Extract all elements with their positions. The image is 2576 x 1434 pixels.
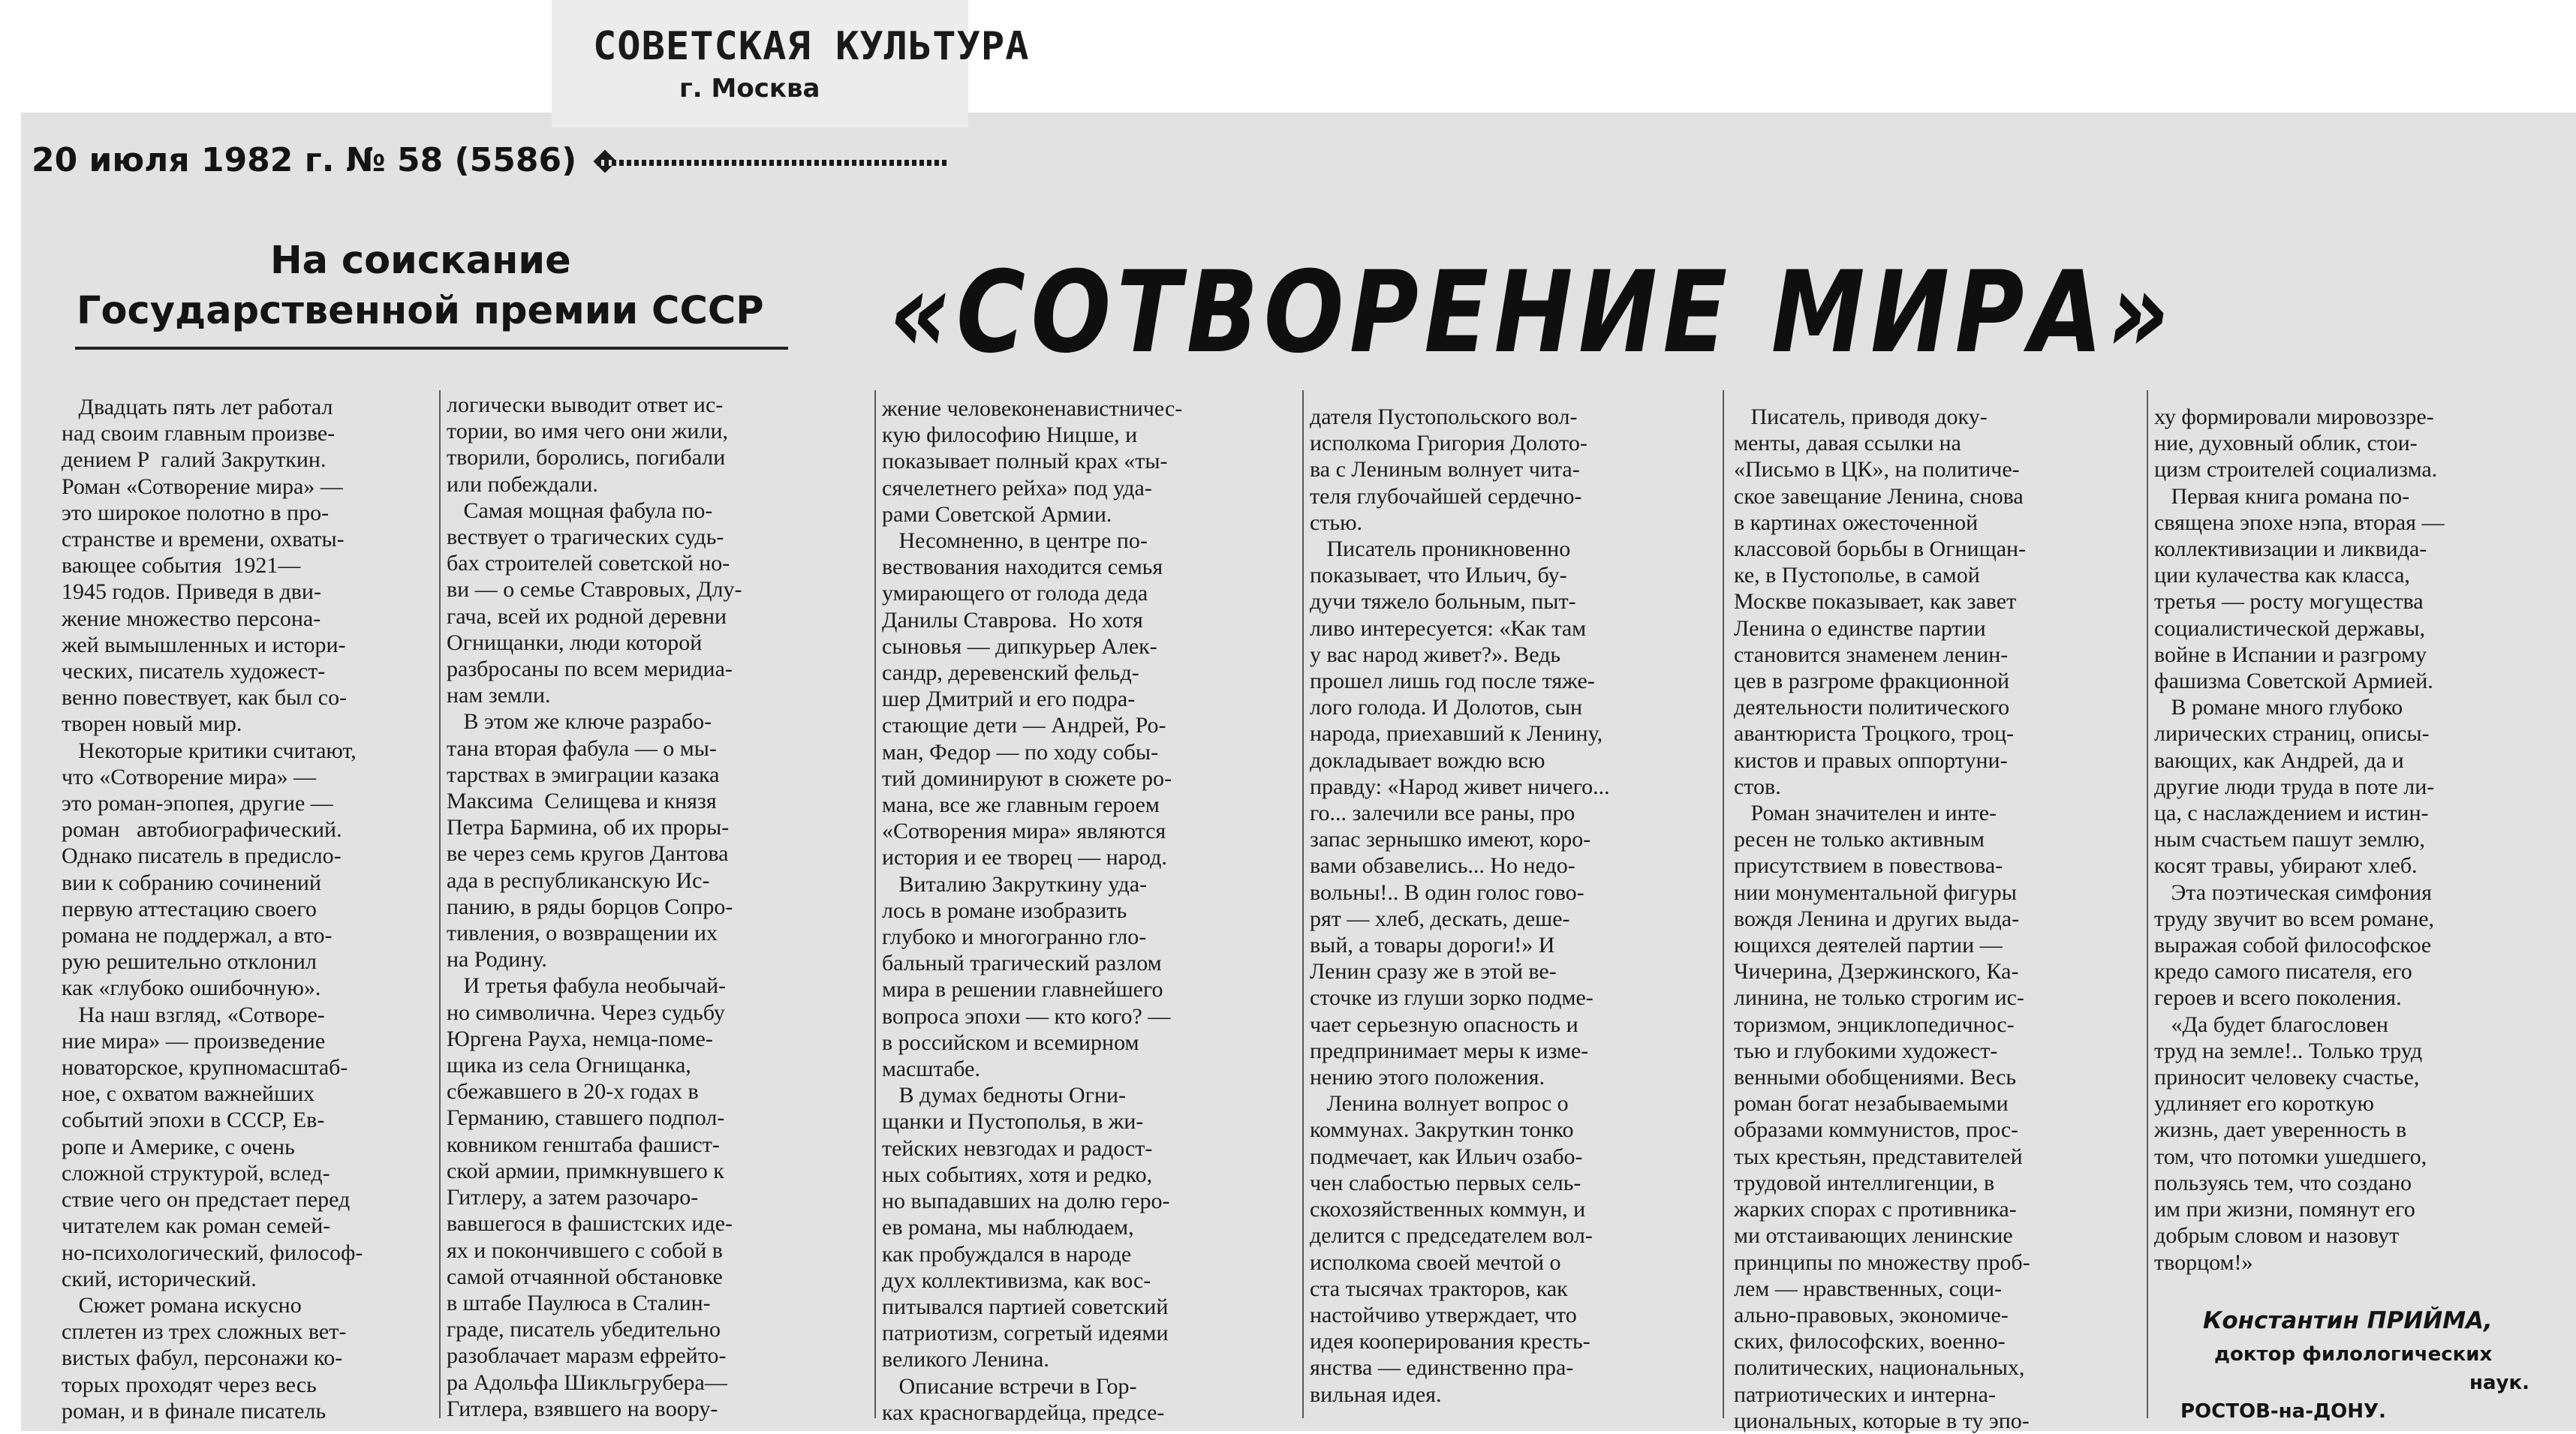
column-line: Первая книга романа по- [2154, 483, 2410, 509]
column-line: фашизма Советской Армией. [2154, 669, 2433, 694]
column-line: вольны!.. В один голос гово- [1310, 879, 1584, 905]
column-line: ских, философских, военно- [1734, 1329, 2006, 1354]
article-column-1 [62, 394, 363, 1424]
column-line: ми отстаивающих ленинские [1734, 1223, 2013, 1249]
column-line: умирающего от голода деда [882, 581, 1148, 606]
column-line: цизм строителей социализма. [2154, 457, 2438, 483]
column-line: Ленина о единстве партии [1734, 615, 1986, 641]
column-line: тий доминируют в сюжете ро- [882, 765, 1172, 791]
column-line: сложной структурой, вслед- [62, 1160, 330, 1186]
column-line: патриотических и интерна- [1734, 1381, 1996, 1407]
column-line: масштабе. [882, 1057, 980, 1082]
author-title-line-1: доктор филологических [2214, 1343, 2493, 1366]
column-line: вествует о трагических судь- [447, 525, 724, 550]
column-line: вающее события 1921— [62, 553, 301, 579]
newspaper-city: г. Москва [679, 74, 820, 104]
column-line: венными обобщениями. Весь [1734, 1065, 2017, 1090]
column-line: вавшегося в фашистских иде- [447, 1211, 733, 1237]
column-line: ное, с охватом важнейших [62, 1081, 315, 1107]
column-line: подмечает, как Ильич озабо- [1310, 1144, 1583, 1169]
column-line: кистов и правых оппортуни- [1734, 747, 2008, 773]
newspaper-name: СОВЕТСКАЯ КУЛЬТУРА [593, 24, 1030, 69]
column-line: труд на земле!.. Только труд [2154, 1038, 2423, 1063]
column-rule [439, 390, 441, 1418]
column-line: удлиняет его короткую [2154, 1091, 2374, 1117]
column-line: Петра Бармина, об их проры- [447, 815, 730, 840]
column-line: вождя Ленина и других выда- [1734, 906, 2020, 931]
column-line: В этом же ключе разрабо- [447, 709, 712, 735]
column-line: кредо самого писателя, его [2154, 959, 2412, 985]
column-line: В думах бедноты Огни- [882, 1083, 1127, 1108]
article-headline: «СОТВОРЕНИЕ МИРА» [889, 248, 2175, 378]
column-line: что «Сотворение мира» — [62, 764, 317, 789]
column-line: разбросаны по всем меридиа- [447, 657, 733, 682]
column-line: в российском и всемирном [882, 1030, 1139, 1055]
column-line: бах строителей советской но- [447, 551, 730, 576]
column-line: ально-правовых, экономиче- [1734, 1302, 2009, 1327]
rubric-underline [75, 347, 788, 350]
author-city: РОСТОВ-на-ДОНУ. [2180, 1400, 2386, 1423]
column-line: вающих, как Андрей, да и [2154, 747, 2404, 773]
column-line: правду: «Народ живет ничего... [1310, 774, 1610, 799]
column-line: Однако писатель в предисло- [62, 843, 342, 869]
column-line: творили, боролись, погибали [447, 445, 726, 470]
column-line: коммунах. Закруткин тонко [1310, 1117, 1574, 1143]
column-line: добрым словом и назовут [2154, 1223, 2400, 1249]
column-line: настойчиво утверждает, что [1310, 1302, 1577, 1327]
column-line: над своим главным произве- [62, 421, 336, 446]
column-line: тью и глубокими художест- [1734, 1038, 1998, 1063]
column-line: ада в республиканскую Ис- [447, 867, 710, 893]
column-line: дателя Пустопольского вол- [1310, 404, 1578, 429]
column-line: Ленин сразу же в этой ве- [1310, 959, 1557, 985]
column-line: логически выводит ответ ис- [447, 392, 724, 417]
column-line: но символична. Через судьбу [447, 1000, 725, 1025]
column-line: самой отчаянной обстановке [447, 1264, 723, 1289]
column-line: ливо интересуется: «Как там [1310, 615, 1587, 641]
column-line: но-психологический, философ- [62, 1240, 363, 1265]
column-rule [874, 390, 876, 1418]
column-line: идея кооперирования кресть- [1310, 1329, 1590, 1354]
column-line: на Родину. [447, 947, 547, 973]
column-line: чен слабостью первых сель- [1310, 1170, 1581, 1195]
column-line: как «глубоко ошибочную». [62, 976, 321, 1001]
column-line: Гитлеру, а затем разочаро- [447, 1185, 699, 1210]
column-line: принципы по множеству проб- [1734, 1249, 2030, 1275]
article-column-5 [1734, 404, 2030, 1434]
column-line: ский, исторический. [62, 1266, 257, 1291]
column-line: ствие чего он предстает перед [62, 1187, 351, 1213]
column-line: вильная идея. [1310, 1381, 1442, 1407]
column-line: ев романа, мы наблюдаем, [882, 1215, 1134, 1240]
column-line: панию, в ряды борцов Сопро- [447, 894, 733, 919]
column-line: ке, в Пустополье, в самой [1734, 563, 1980, 588]
column-line: ние, духовный облик, стои- [2154, 431, 2418, 456]
column-line: политических, национальных, [1734, 1355, 2025, 1381]
column-line: классовой борьбы в Огнищан- [1734, 537, 2027, 562]
column-line: войне в Испании и разгрому [2154, 642, 2427, 667]
column-line: бальный трагический разлом [882, 951, 1162, 976]
column-line: Двадцать пять лет работал [62, 395, 333, 419]
column-line: На наш взгляд, «Сотворе- [62, 1002, 325, 1027]
column-line: Чичерина, Дзержинского, Ка- [1734, 959, 2019, 985]
column-line: дучи тяжело больным, пыт- [1310, 589, 1576, 615]
column-rule [1723, 390, 1724, 1418]
column-line: докладывает вождю всю [1310, 747, 1545, 773]
column-line: вый, а товары дороги!» И [1310, 933, 1555, 958]
column-line: вествования находится семья [882, 555, 1163, 580]
column-line: делится с председателем вол- [1310, 1223, 1593, 1249]
column-line: им при жизни, помянут его [2154, 1197, 2415, 1222]
column-line: Писатель, приводя доку- [1734, 404, 1988, 429]
column-line: показывает полный крах «ты- [882, 449, 1168, 474]
column-line: Эта поэтическая симфония [2154, 879, 2432, 905]
column-line: вии к собранию сочинений [62, 870, 321, 895]
article-column-4 [1310, 404, 1610, 1408]
column-line: Сюжет романа искусно [62, 1292, 302, 1318]
column-line: венно повествует, как был со- [62, 685, 348, 711]
column-line: ных событиях, хотя и редко, [882, 1162, 1153, 1187]
column-line: «Письмо в ЦК», на политиче- [1734, 457, 2020, 483]
column-line: ческих, писатель художест- [62, 659, 326, 684]
column-line: чает серьезную опасность и [1310, 1012, 1578, 1037]
column-line: сыновья — дипкурьер Алек- [882, 633, 1157, 659]
column-line: граде, писатель убедительно [447, 1317, 721, 1342]
column-line: первую аттестацию своего [62, 896, 317, 921]
column-line: разоблачает маразм ефрейто- [447, 1343, 727, 1369]
column-line: вопроса эпохи — кто кого? — [882, 1003, 1171, 1029]
column-line: история и ее творец — народ. [882, 845, 1167, 870]
column-line: авантюриста Троцкого, троц- [1734, 721, 2015, 747]
column-line: третья — росту могущества [2154, 589, 2424, 615]
column-line: стью. [1310, 510, 1363, 535]
column-line: предпринимает меры к изме- [1310, 1038, 1589, 1063]
column-line: «Сотворения мира» являются [882, 819, 1166, 844]
column-line: народа, приехавший к Ленину, [1310, 721, 1603, 747]
column-line: глубоко и многогранно гло- [882, 924, 1147, 950]
column-line: Некоторые критики считают, [62, 738, 357, 763]
column-line: ской армии, примкнувшего к [447, 1158, 724, 1183]
column-line: гача, всей их родной деревни [447, 603, 727, 629]
column-line: щика из села Огнищанка, [447, 1053, 691, 1078]
column-line: жение множество персона- [62, 606, 321, 631]
column-line: сплетен из трех сложных вет- [62, 1319, 347, 1345]
column-line: косят травы, убирают хлеб. [2154, 853, 2418, 879]
column-line: роман богат незабываемыми [1734, 1091, 2009, 1117]
column-line: Описание встречи в Гор- [882, 1373, 1137, 1399]
column-line: лось в романе изобразить [882, 897, 1127, 923]
column-line: труду звучит во всем романе, [2154, 906, 2435, 931]
column-line: великого Ленина. [882, 1347, 1049, 1372]
column-line: ках красногвардейца, предсе- [882, 1399, 1165, 1425]
column-line: торизмом, энциклопедичнос- [1734, 1012, 2015, 1037]
column-rule [2147, 390, 2148, 1418]
column-line: рами Советской Армии. [882, 501, 1112, 527]
column-line: роман, и в финале писатель [62, 1398, 327, 1423]
column-line: у вас народ живет?». Ведь [1310, 642, 1561, 667]
column-line: щанки и Пустополья, в жи- [882, 1109, 1144, 1135]
column-line: запас зернышко имеют, коро- [1310, 827, 1591, 852]
column-line: нению этого положения. [1310, 1065, 1545, 1090]
column-line: исполкома своей мечтой о [1310, 1249, 1561, 1275]
column-line: тана вторая фабула — о мы- [447, 735, 717, 761]
author-name: Константин ПРИЙМА, [2203, 1307, 2493, 1334]
column-line: ции кулачества как класса, [2154, 563, 2410, 588]
column-line: нии монументальной фигуры [1734, 879, 2017, 905]
column-line: мира в решении главнейшего [882, 977, 1163, 1003]
column-line: линина, не только строгим ис- [1734, 985, 2024, 1011]
column-line: ста тысячах тракторов, как [1310, 1276, 1568, 1301]
column-line: жарких спорах с противника- [1734, 1197, 2017, 1222]
column-line: лем — нравственных, соци- [1734, 1276, 2003, 1301]
column-line: романа не поддержал, а вто- [62, 923, 333, 948]
column-line: творцом!» [2154, 1249, 2253, 1275]
column-line: ющихся деятелей партии — [1734, 933, 2003, 958]
column-line: ви — о семье Ставровых, Длу- [447, 577, 742, 603]
column-line: торых проходят через весь [62, 1372, 317, 1397]
column-line: жение человеконенавистничес- [882, 396, 1183, 421]
column-line: дух коллективизма, как вос- [882, 1267, 1151, 1293]
column-line: показывает, что Ильич, бу- [1310, 563, 1567, 588]
column-line: Москве показывает, как завет [1734, 589, 2017, 615]
column-line: 1945 годов. Приведя в дви- [62, 579, 321, 605]
rubric-line-2: Государственной премии СССР [77, 289, 764, 333]
column-line: ху формировали мировоззре- [2154, 404, 2434, 429]
column-line: нам земли. [447, 683, 551, 708]
column-line: Несомненно, в центре по- [882, 528, 1148, 554]
column-line: жей вымышленных и истори- [62, 632, 346, 657]
column-line: Самая мощная фабула по- [447, 498, 713, 523]
column-line: в картинах ожесточенной [1734, 510, 1979, 535]
column-line: лого голода. И Долотов, сын [1310, 695, 1583, 720]
column-line: шер Дмитрий и его подра- [882, 687, 1136, 712]
column-line: или побеждали. [447, 471, 598, 497]
column-line: циональных, которые в ту эпо- [1734, 1408, 2030, 1433]
column-line: коллективизации и ликвида- [2154, 537, 2427, 562]
column-line: ковником генштаба фашист- [447, 1132, 720, 1157]
column-line: становится знаменем ленин- [1734, 642, 2009, 667]
column-line: тивления, о возвращении их [447, 921, 718, 946]
column-line: исполкома Григория Долото- [1310, 431, 1587, 456]
column-line: жизнь, дает уверенность в [2154, 1117, 2407, 1143]
column-line: ман, Федор — по ходу собы- [882, 739, 1159, 765]
column-line: Огнищанки, люди которой [447, 630, 703, 655]
column-line: ское завещание Ленина, снова [1734, 483, 2024, 509]
column-line: тории, во имя чего они жили, [447, 419, 728, 444]
column-line: это роман-эпопея, другие — [62, 791, 333, 816]
column-line: ва с Лениным волнует чита- [1310, 457, 1580, 483]
column-line: рую решительно отклонил [62, 949, 317, 975]
column-line: священа эпохе нэпа, вторая — [2154, 510, 2445, 535]
column-line: Виталию Закруткину уда- [882, 871, 1148, 897]
column-line: вистых фабул, персонажи ко- [62, 1345, 343, 1371]
column-line: В романе много глубоко [2154, 695, 2403, 720]
column-line: теля глубочайшей сердечно- [1310, 483, 1582, 509]
column-line: событий эпохи в СССР, Ев- [62, 1108, 325, 1133]
column-line: ропе и Америке, с очень [62, 1134, 295, 1159]
issue-date-number: 20 июля 1982 г. № 58 (5586) [32, 141, 577, 179]
column-line: это широкое полотно в про- [62, 500, 330, 525]
column-line: питывался партией советский [882, 1294, 1169, 1319]
column-line: творен новый мир. [62, 711, 242, 737]
column-line: Максима Селищева и князя [447, 789, 717, 814]
column-line: ра Адольфа Шикльгрубера— [447, 1369, 727, 1395]
column-line: рят — хлеб, дескать, деше- [1310, 906, 1570, 931]
column-line: Роман значителен и инте- [1734, 801, 1997, 826]
column-line: дением Р галий Закруткин. [62, 447, 327, 473]
issue-ornament-rule [597, 160, 949, 166]
column-line: Ленина волнует вопрос о [1310, 1091, 1569, 1117]
column-line: деятельности политического [1734, 695, 2010, 720]
column-line: Писатель проникновенно [1310, 537, 1571, 562]
column-line: мана, все же главным героем [882, 792, 1160, 818]
column-line: тых крестьян, представителей [1734, 1144, 2023, 1169]
column-line: менты, давая ссылки на [1734, 431, 1961, 456]
column-line: «Да будет благословен [2154, 1012, 2388, 1037]
article-column-6 [2154, 404, 2444, 1276]
author-title-line-2: наук. [2469, 1372, 2529, 1394]
column-line: ца, с наслаждением и истин- [2154, 801, 2429, 826]
column-line: приносит человеку счастье, [2154, 1065, 2420, 1090]
column-line: И третья фабула необычай- [447, 973, 727, 999]
column-line: странстве и времени, охваты- [62, 527, 345, 552]
column-line: ресен не только активным [1734, 827, 1985, 852]
column-line: сандр, деревенский фельд- [882, 660, 1139, 686]
column-line: другие люди труда в поте ли- [2154, 774, 2435, 799]
column-line: присутствием в повествова- [1734, 853, 2003, 879]
column-line: Роман «Сотворение мира» — [62, 473, 343, 499]
column-line: трудовой интеллигенции, в [1734, 1170, 1995, 1195]
column-line: ние мира» — произведение [62, 1028, 326, 1054]
column-line: патриотизм, согретый идеями [882, 1321, 1169, 1346]
column-line: стов. [1734, 774, 1781, 799]
column-line: Гитлера, взявшего на вooру- [447, 1396, 718, 1421]
column-line: сячелетнего рейха» под уда- [882, 475, 1152, 501]
column-line: сбежавшего в 20-х годах в [447, 1079, 699, 1105]
column-line: Юргена Рауха, немца-поме- [447, 1026, 713, 1051]
column-line: том, что потомки ушедшего, [2154, 1144, 2427, 1169]
column-line: ве через семь кругов Дантова [447, 841, 729, 867]
column-line: тарствах в эмиграции казака [447, 762, 720, 787]
column-rule [1302, 390, 1304, 1418]
rubric-line-1: На соискание [270, 239, 571, 283]
column-line: прошел лишь год после тяже- [1310, 669, 1595, 694]
column-line: Германию, ставшего подпол- [447, 1105, 725, 1131]
column-line: социалистической державы, [2154, 615, 2426, 641]
column-line: скохозяйственных коммун, и [1310, 1197, 1586, 1222]
column-line: Данилы Ставрова. Но хотя [882, 607, 1143, 633]
column-line: читателем как роман семей- [62, 1213, 331, 1239]
column-line: но выпадавших на долю геро- [882, 1189, 1170, 1214]
column-line: пользуясь тем, что создано [2154, 1170, 2412, 1195]
column-line: новаторское, крупномасштаб- [62, 1055, 348, 1081]
column-line: героев и всего поколения. [2154, 985, 2402, 1011]
column-line: выражая собой философское [2154, 933, 2432, 958]
column-line: сточке из глуши зорко подме- [1310, 985, 1593, 1011]
column-line: образами коммунистов, прос- [1734, 1117, 2019, 1143]
column-line: го... залечили все раны, про [1310, 801, 1575, 826]
article-column-3 [882, 395, 1182, 1426]
column-line: стающие дети — Андрей, Ро- [882, 713, 1166, 738]
column-line: в штабе Паулюса в Сталин- [447, 1290, 711, 1315]
column-line: лирических страниц, описы- [2154, 721, 2430, 747]
column-line: кую философию Ницше, и [882, 422, 1138, 448]
column-line: ным счастьем пашут землю, [2154, 827, 2425, 852]
column-line: как пробуждался в народе [882, 1241, 1132, 1267]
article-column-2 [447, 392, 742, 1422]
column-line: роман автобиографический. [62, 817, 342, 843]
column-line: вами обзавелись... Но недо- [1310, 853, 1575, 879]
column-line: ях и покончившего с собой в [447, 1237, 723, 1263]
column-line: тейских невзгодах и радост- [882, 1135, 1153, 1161]
column-line: янства — единственно пра- [1310, 1355, 1574, 1381]
column-line: цев в разгроме фракционной [1734, 669, 2010, 694]
